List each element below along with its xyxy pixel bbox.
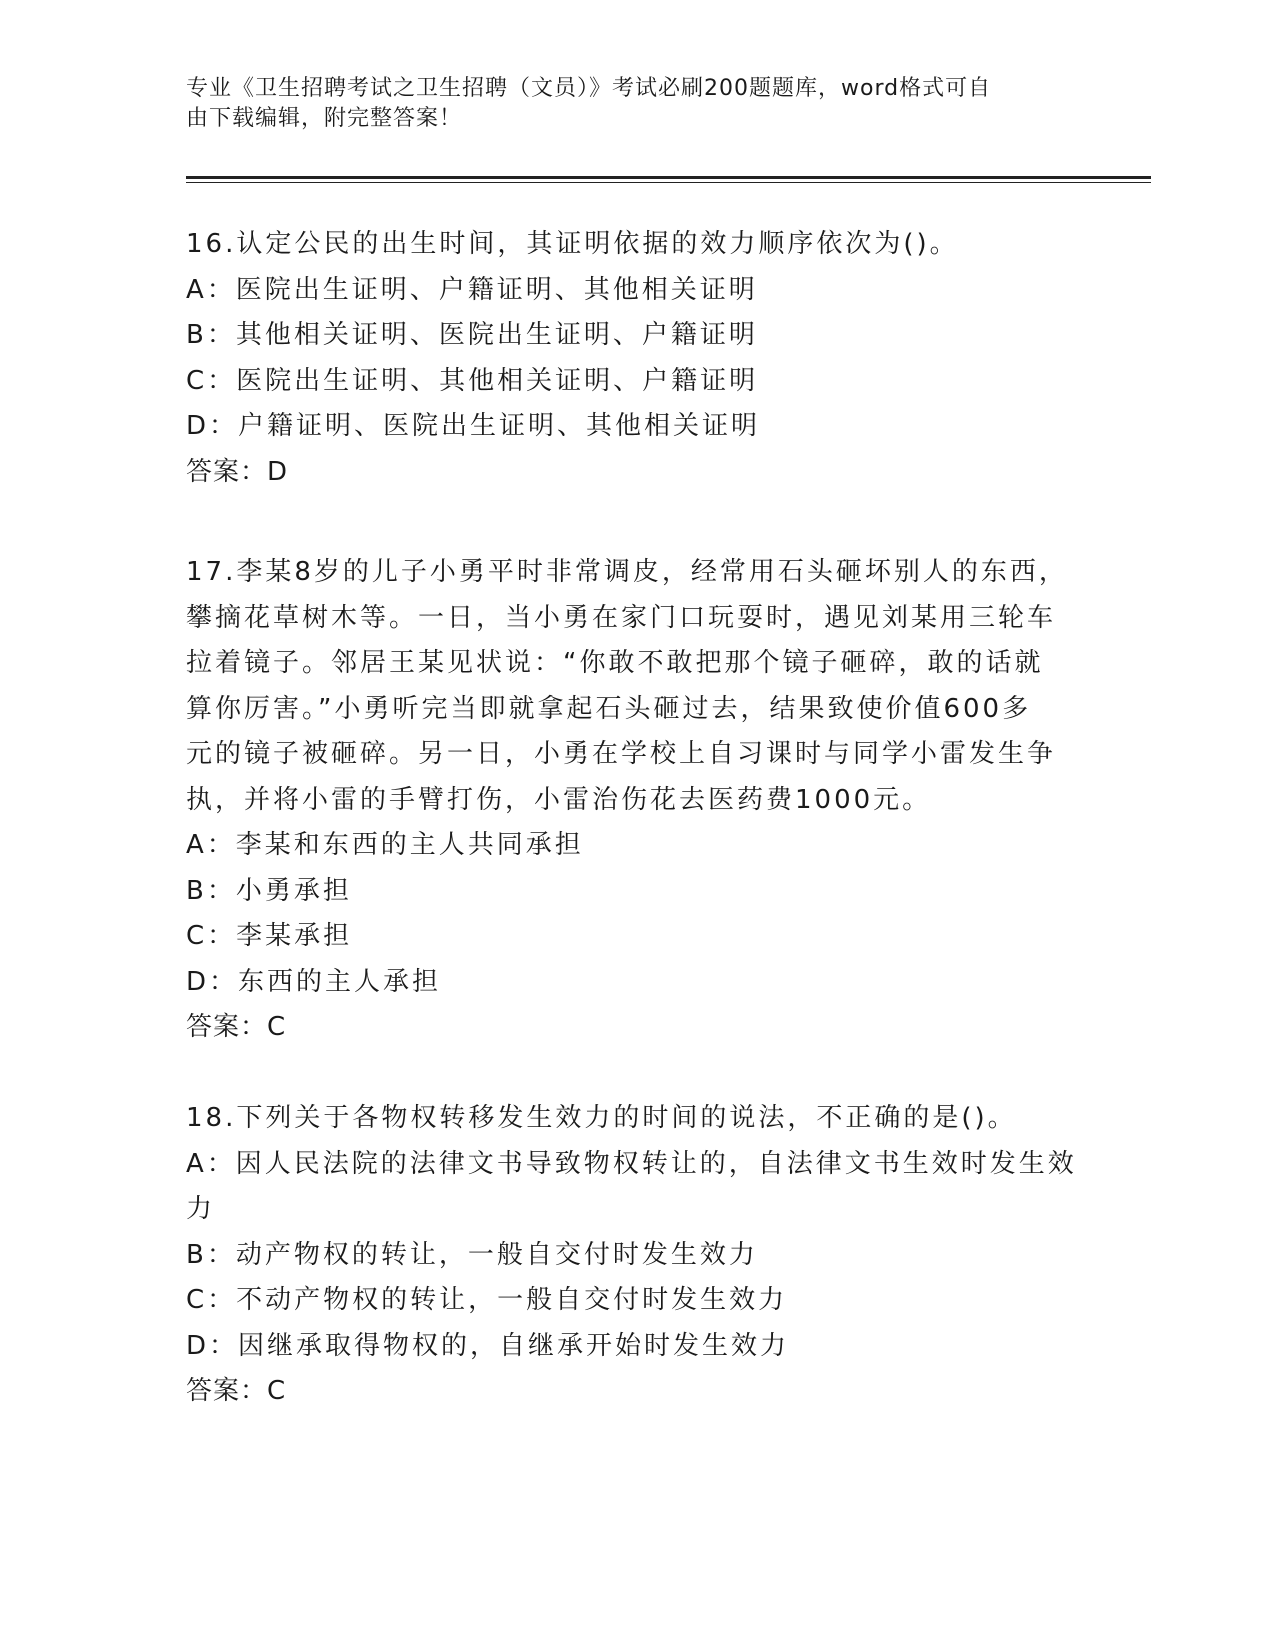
question-stem: 攀摘花草树木等。一日，当小勇在家门口玩耍时，遇见刘某用三轮车 [186,602,1057,633]
question-16 [186,222,1086,495]
option-b: B：动产物权的转让，一般自交付时发生效力 [186,1239,758,1270]
option-d: D：户籍证明、医院出生证明、其他相关证明 [186,411,761,441]
header-divider-thin [186,182,1151,183]
option-b: B：其他相关证明、医院出生证明、户籍证明 [186,320,758,350]
answer-line: 答案：D [186,456,289,487]
answer-line: 答案：C [186,1012,287,1042]
option-d: D：东西的主人承担 [186,966,442,997]
question-stem: 拉着镜子。邻居王某见状说：“你敢不敢把那个镜子砸碎，敢的话就 [186,648,1044,678]
option-a-continued: 力 [186,1194,216,1224]
document-header [186,74,1066,134]
option-c: C：不动产物权的转让，一般自交付时发生效力 [186,1285,788,1315]
question-stem: 算你厉害。”小勇听完当即就拿起石头砸过去，结果致使价值600多 [186,693,1032,724]
header-divider-thick [186,176,1151,179]
question-stem: 16.认定公民的出生时间，其证明依据的效力顺序依次为()。 [186,229,959,259]
question-18 [186,1096,1086,1415]
question-17 [186,550,1086,1051]
question-stem: 18.下列关于各物权转移发生效力的时间的说法，不正确的是()。 [186,1103,1017,1133]
question-stem: 17.李某8岁的儿子小勇平时非常调皮，经常用石头砸坏别人的东西， [186,557,1068,587]
question-stem: 执，并将小雷的手臂打伤，小雷治伤花去医药费1000元。 [186,784,932,815]
header-line: 由下载编辑，附完整答案！ [186,106,463,131]
option-c: C：李某承担 [186,921,353,951]
question-stem: 元的镜子被砸碎。另一日，小勇在学校上自习课时与同学小雷发生争 [186,739,1057,769]
option-c: C：医院出生证明、其他相关证明、户籍证明 [186,365,759,396]
answer-line: 答案：C [186,1376,287,1406]
option-b: B：小勇承担 [186,875,352,906]
header-line: 专业《卫生招聘考试之卫生招聘（文员）》考试必刷200题题库，word格式可自 [186,76,992,101]
option-a: A：因人民法院的法律文书导致物权转让的，自法律文书生效时发生效 [186,1148,1077,1179]
option-a: A：李某和东西的主人共同承担 [186,830,584,860]
option-d: D：因继承取得物权的，自继承开始时发生效力 [186,1330,790,1361]
option-a: A：医院出生证明、户籍证明、其他相关证明 [186,274,758,305]
